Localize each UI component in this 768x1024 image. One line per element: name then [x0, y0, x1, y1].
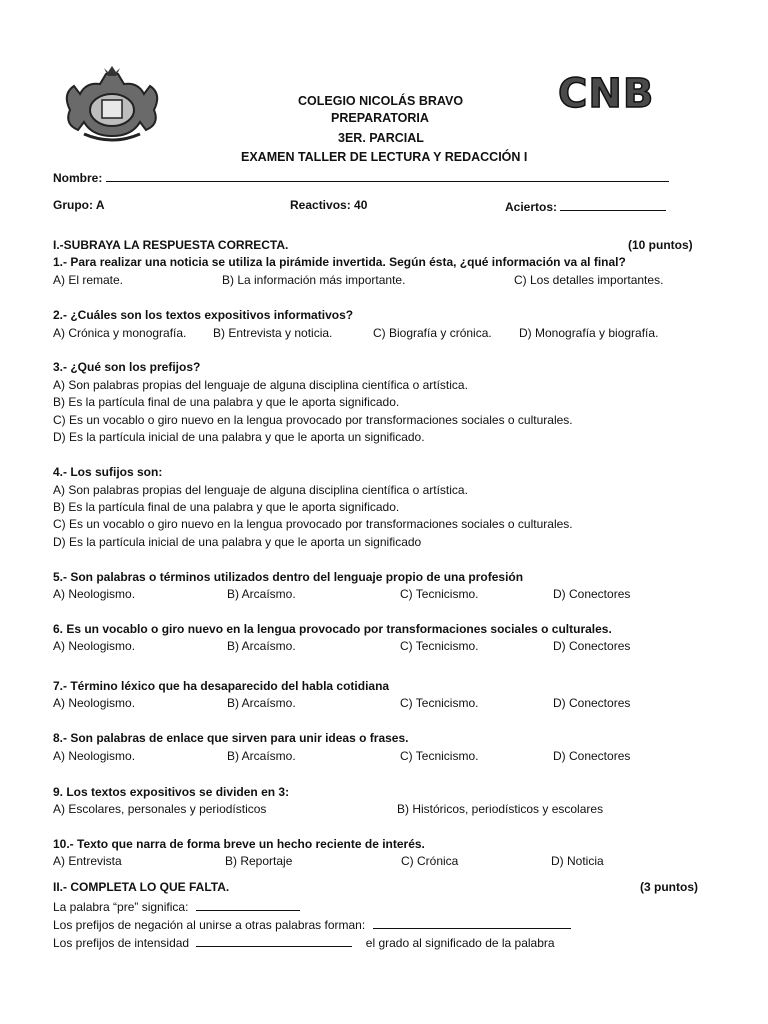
q3-option-c[interactable]: C) Es un vocablo o giro nuevo en la lengua provocado por transformaciones sociales o culturales. — [53, 413, 573, 427]
q6-option-a[interactable]: A) Neologismo. — [53, 639, 136, 653]
fill-line-2 — [53, 916, 571, 932]
q5-option-d[interactable]: D) Conectores — [553, 587, 631, 601]
aciertos-blank[interactable] — [560, 198, 666, 211]
q8-option-d[interactable]: D) Conectores — [553, 749, 631, 763]
question-5: 5.- Son palabras o términos utilizados dentro del lenguaje propio de una profesión — [53, 570, 524, 584]
fill-line-3 — [53, 934, 555, 950]
q6-option-d[interactable]: D) Conectores — [553, 639, 631, 653]
q4-option-c[interactable]: C) Es un vocablo o giro nuevo en la lengua provocado por transformaciones sociales o culturales. — [53, 517, 573, 531]
q6-option-c[interactable]: C) Tecnicismo. — [400, 639, 479, 653]
q8-option-a[interactable]: A) Neologismo. — [53, 749, 136, 763]
q10-option-a[interactable]: A) Entrevista — [53, 854, 122, 868]
name-label: Nombre: — [53, 171, 103, 185]
q6-option-b[interactable]: B) Arcaísmo. — [227, 639, 296, 653]
school-emblem-logo — [60, 64, 164, 144]
aciertos-row — [505, 198, 666, 214]
q2-option-a[interactable]: A) Crónica y monografía. — [53, 326, 187, 340]
fill-blank-3[interactable] — [196, 934, 352, 947]
fill-line-2-text: Los prefijos de negación al unirse a otras palabras forman: — [53, 918, 366, 932]
section2-points: (3 puntos) — [640, 880, 698, 894]
q4-option-d[interactable]: D) Es la partícula inicial de una palabra y que le aporta un significado — [53, 535, 422, 549]
q8-option-c[interactable]: C) Tecnicismo. — [400, 749, 479, 763]
q9-option-a[interactable]: A) Escolares, personales y periodísticos — [53, 802, 267, 816]
question-3: 3.- ¿Qué son los prefijos? — [53, 360, 201, 374]
q2-option-d[interactable]: D) Monografía y biografía. — [519, 326, 659, 340]
q3-option-d[interactable]: D) Es la partícula inicial de una palabra y que le aporta un significado. — [53, 430, 425, 444]
q4-option-a[interactable]: A) Son palabras propias del lenguaje de alguna disciplina científica o artística. — [53, 483, 468, 497]
question-4: 4.- Los sufijos son: — [53, 465, 163, 479]
fill-line-3-text-b: el grado al significado de la palabra — [365, 936, 555, 950]
fill-line-1 — [53, 898, 300, 914]
section2-title: II.- COMPLETA LO QUE FALTA. — [53, 880, 230, 894]
fill-line-1-text: La palabra “pre” significa: — [53, 900, 189, 914]
aciertos-label: Aciertos: — [505, 200, 558, 214]
q10-option-d[interactable]: D) Noticia — [551, 854, 604, 868]
q5-option-b[interactable]: B) Arcaísmo. — [227, 587, 296, 601]
fill-line-3-text-a: Los prefijos de intensidad — [53, 936, 190, 950]
question-2: 2.- ¿Cuáles son los textos expositivos informativos? — [53, 308, 354, 322]
q5-option-a[interactable]: A) Neologismo. — [53, 587, 136, 601]
question-6: 6. Es un vocablo o giro nuevo en la lengua provocado por transformaciones sociales o culturales. — [53, 622, 612, 636]
school-name: COLEGIO NICOLÁS BRAVO — [298, 94, 464, 108]
q2-option-b[interactable]: B) Entrevista y noticia. — [213, 326, 333, 340]
q7-option-c[interactable]: C) Tecnicismo. — [400, 696, 479, 710]
question-8: 8.- Son palabras de enlace que sirven para unir ideas o frases. — [53, 731, 409, 745]
partial-label: 3ER. PARCIAL — [338, 131, 424, 145]
group-label: Grupo: A — [53, 198, 105, 212]
school-level: PREPARATORIA — [331, 111, 429, 125]
section1-title: I.-SUBRAYA LA RESPUESTA CORRECTA. — [53, 238, 289, 252]
q8-option-b[interactable]: B) Arcaísmo. — [227, 749, 296, 763]
name-row — [53, 169, 669, 185]
section1-points: (10 puntos) — [628, 238, 693, 252]
q4-option-b[interactable]: B) Es la partícula final de una palabra y que le aporta significado. — [53, 500, 400, 514]
q10-option-b[interactable]: B) Reportaje — [225, 854, 293, 868]
q7-option-a[interactable]: A) Neologismo. — [53, 696, 136, 710]
q9-option-b[interactable]: B) Históricos, periodísticos y escolares — [397, 802, 604, 816]
q3-option-a[interactable]: A) Son palabras propias del lenguaje de alguna disciplina científica o artística. — [53, 378, 468, 392]
q7-option-d[interactable]: D) Conectores — [553, 696, 631, 710]
fill-blank-1[interactable] — [196, 898, 300, 911]
exam-title: EXAMEN TALLER DE LECTURA Y REDACCIÓN I — [241, 150, 528, 164]
q1-option-c[interactable]: C) Los detalles importantes. — [514, 273, 664, 287]
q1-option-a[interactable]: A) El remate. — [53, 273, 124, 287]
question-10: 10.- Texto que narra de forma breve un hecho reciente de interés. — [53, 837, 425, 851]
reactivos-label: Reactivos: 40 — [290, 198, 368, 212]
question-7: 7.- Término léxico que ha desaparecido del habla cotidiana — [53, 679, 390, 693]
question-1: 1.- Para realizar una noticia se utiliza la pirámide invertida. Según ésta, ¿qué información va al final? — [53, 255, 626, 269]
question-9: 9. Los textos expositivos se dividen en 3: — [53, 785, 290, 799]
q2-option-c[interactable]: C) Biografía y crónica. — [373, 326, 492, 340]
q1-option-b[interactable]: B) La información más importante. — [222, 273, 406, 287]
name-blank[interactable] — [106, 169, 669, 182]
q3-option-b[interactable]: B) Es la partícula final de una palabra y que le aporta significado. — [53, 395, 400, 409]
q10-option-c[interactable]: C) Crónica — [401, 854, 459, 868]
q5-option-c[interactable]: C) Tecnicismo. — [400, 587, 479, 601]
cnb-logo: CNB — [558, 71, 655, 117]
q7-option-b[interactable]: B) Arcaísmo. — [227, 696, 296, 710]
fill-blank-2[interactable] — [373, 916, 571, 929]
